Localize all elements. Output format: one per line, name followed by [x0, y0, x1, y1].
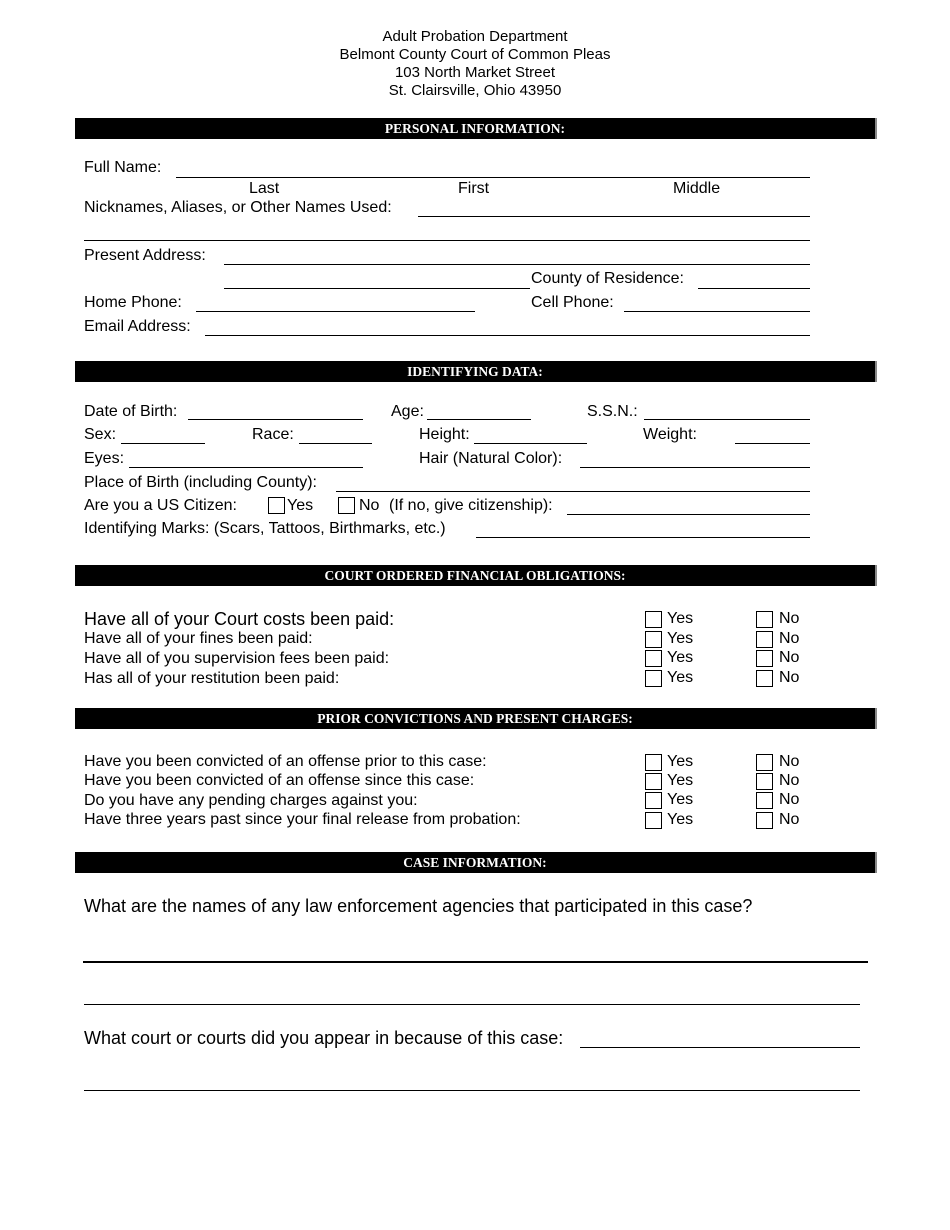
question: Have you been convicted of an offense since this case:: [84, 772, 475, 789]
yes-label: Yes: [667, 669, 694, 686]
agencies-field-2[interactable]: [84, 1004, 860, 1005]
no-checkbox[interactable]: [756, 611, 773, 628]
first-label: First: [458, 180, 490, 197]
agencies-field[interactable]: [83, 961, 868, 963]
letterhead-line: 103 North Market Street: [394, 64, 556, 81]
citizen-label: Are you a US Citizen:: [84, 497, 237, 514]
courts-field-2[interactable]: [84, 1090, 860, 1091]
no-label: No: [779, 772, 800, 789]
no-label: No: [779, 610, 800, 627]
letterhead-line: Adult Probation Department: [382, 28, 568, 45]
age-label: Age:: [391, 403, 424, 420]
address-field-2[interactable]: [224, 288, 530, 289]
ssn-label: S.S.N.:: [587, 403, 638, 420]
question: Have all of your Court costs been paid:: [84, 609, 395, 629]
question: Have you been convicted of an offense prior to this case:: [84, 753, 487, 770]
address-field[interactable]: [224, 264, 810, 265]
sex-label: Sex:: [84, 426, 117, 443]
cell-phone-field[interactable]: [624, 311, 810, 312]
yes-label: Yes: [667, 811, 694, 828]
county-label: County of Residence:: [531, 270, 684, 287]
home-phone-field[interactable]: [196, 311, 475, 312]
section-header-personal: PERSONAL INFORMATION:: [75, 118, 877, 139]
yes-label: Yes: [667, 753, 694, 770]
no-checkbox[interactable]: [756, 792, 773, 809]
yes-checkbox[interactable]: [645, 773, 662, 790]
letterhead-line: St. Clairsville, Ohio 43950: [388, 82, 562, 99]
eyes-label: Eyes:: [84, 450, 125, 467]
nicknames-field[interactable]: [418, 216, 810, 217]
marks-field[interactable]: [476, 537, 810, 538]
yes-checkbox[interactable]: [645, 812, 662, 829]
eyes-field[interactable]: [129, 467, 363, 468]
nicknames-label: Nicknames, Aliases, or Other Names Used:: [84, 199, 392, 216]
yes-checkbox[interactable]: [645, 611, 662, 628]
citizen-no-checkbox[interactable]: [338, 497, 355, 514]
ssn-field[interactable]: [644, 419, 810, 420]
dob-label: Date of Birth:: [84, 403, 178, 420]
yes-checkbox[interactable]: [645, 650, 662, 667]
question: Do you have any pending charges against you:: [84, 792, 418, 809]
no-checkbox[interactable]: [756, 650, 773, 667]
citizenship-label: (If no, give citizenship):: [389, 497, 553, 514]
height-field[interactable]: [474, 443, 587, 444]
birthplace-field[interactable]: [336, 491, 810, 492]
question: Have all of you supervision fees been paid:: [84, 650, 390, 667]
yes-label: Yes: [667, 772, 694, 789]
weight-label: Weight:: [643, 426, 697, 443]
yes-checkbox[interactable]: [645, 631, 662, 648]
nicknames-field-2[interactable]: [84, 240, 810, 241]
courts-field[interactable]: [580, 1047, 860, 1048]
weight-field[interactable]: [735, 443, 810, 444]
no-checkbox[interactable]: [756, 754, 773, 771]
case-question-agencies: What are the names of any law enforcement agencies that participated in this case?: [84, 896, 753, 916]
no-checkbox[interactable]: [756, 670, 773, 687]
email-label: Email Address:: [84, 318, 191, 335]
yes-label: Yes: [667, 610, 694, 627]
yes-checkbox[interactable]: [645, 670, 662, 687]
citizen-no-label: No: [359, 497, 380, 514]
email-field[interactable]: [205, 335, 810, 336]
no-checkbox[interactable]: [756, 631, 773, 648]
yes-label: Yes: [667, 791, 694, 808]
yes-checkbox[interactable]: [645, 754, 662, 771]
birthplace-label: Place of Birth (including County):: [84, 474, 317, 491]
hair-field[interactable]: [580, 467, 810, 468]
dob-field[interactable]: [188, 419, 363, 420]
age-field[interactable]: [427, 419, 531, 420]
sex-field[interactable]: [121, 443, 205, 444]
full-name-label: Full Name:: [84, 159, 162, 176]
no-label: No: [779, 649, 800, 666]
no-label: No: [779, 791, 800, 808]
question: Has all of your restitution been paid:: [84, 670, 340, 687]
citizenship-field[interactable]: [567, 514, 810, 515]
height-label: Height:: [419, 426, 470, 443]
section-header-prior: PRIOR CONVICTIONS AND PRESENT CHARGES:: [75, 708, 877, 729]
no-label: No: [779, 811, 800, 828]
citizen-yes-checkbox[interactable]: [268, 497, 285, 514]
no-label: No: [779, 630, 800, 647]
yes-checkbox[interactable]: [645, 792, 662, 809]
letterhead-line: Belmont County Court of Common Pleas: [339, 46, 611, 63]
yes-label: Yes: [667, 649, 694, 666]
last-label: Last: [249, 180, 280, 197]
no-label: No: [779, 669, 800, 686]
no-checkbox[interactable]: [756, 773, 773, 790]
question: Have all of your fines been paid:: [84, 630, 313, 647]
marks-label: Identifying Marks: (Scars, Tattoos, Birthmarks, etc.): [84, 520, 446, 537]
hair-label: Hair (Natural Color):: [419, 450, 563, 467]
middle-label: Middle: [673, 180, 721, 197]
race-label: Race:: [252, 426, 294, 443]
home-phone-label: Home Phone:: [84, 294, 182, 311]
citizen-yes-label: Yes: [287, 497, 314, 514]
section-header-identifying: IDENTIFYING DATA:: [75, 361, 877, 382]
race-field[interactable]: [299, 443, 372, 444]
cell-phone-label: Cell Phone:: [531, 294, 614, 311]
case-question-courts: What court or courts did you appear in because of this case:: [84, 1028, 564, 1048]
county-field[interactable]: [698, 288, 810, 289]
section-header-case: CASE INFORMATION:: [75, 852, 877, 873]
no-label: No: [779, 753, 800, 770]
section-header-financial: COURT ORDERED FINANCIAL OBLIGATIONS:: [75, 565, 877, 586]
full-name-field[interactable]: [176, 177, 810, 178]
present-address-label: Present Address:: [84, 247, 206, 264]
no-checkbox[interactable]: [756, 812, 773, 829]
question: Have three years past since your final release from probation:: [84, 811, 521, 828]
yes-label: Yes: [667, 630, 694, 647]
